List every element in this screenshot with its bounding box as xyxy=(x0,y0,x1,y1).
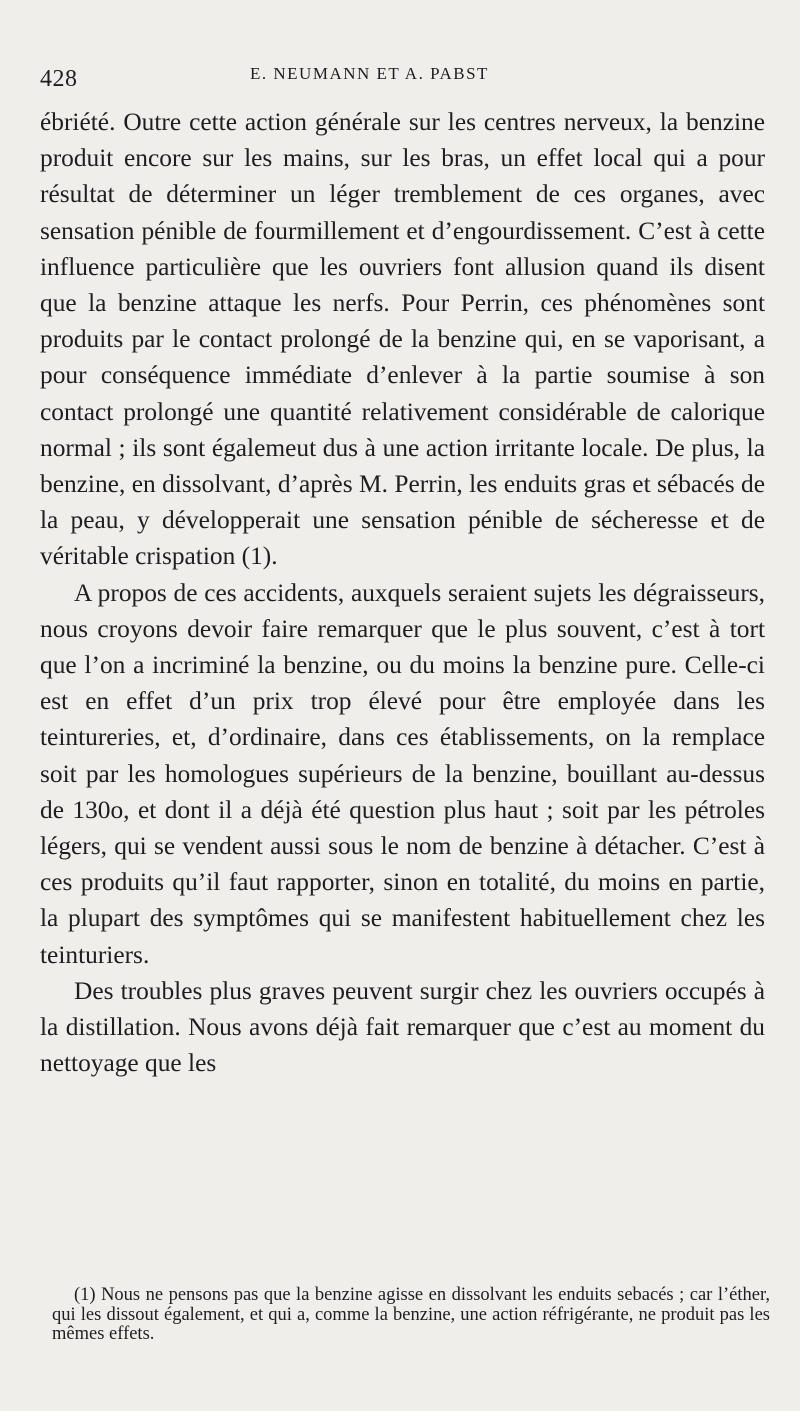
body-text xyxy=(40,104,765,1081)
footnote: (1) Nous ne pensons pas que la benzine agisse en dissolvant les enduits sebacés ; car l’éther, qui les dissout également, et qui a, comme la benzine, une action réfrigérante, ne produit pas les mêmes effets. xyxy=(52,1285,770,1344)
page-header xyxy=(40,56,760,92)
paragraph-3: Des troubles plus graves peuvent surgir chez les ouvriers occupés à la distillation. Nous avons déjà fait remarquer que c’est au moment du nettoyage que les xyxy=(40,976,765,1078)
paragraph-1: ébriété. Outre cette action générale sur les centres nerveux, la benzine produit encore sur les mains, sur les bras, un effet local qui a pour résultat de déterminer un léger tremblement de ces organes, avec sensation pénible de fourmillement et d’engourdissement. C’est à cette influence particulière que les ouvriers font allusion quand ils disent que la benzine attaque les nerfs. Pour Perrin, ces phénomènes sont produits par le contact prolongé de la benzine qui, en se vaporisant, a pour conséquence immédiate d’enlever à la partie soumise à son contact prolongé une quantité relativement considérable de calorique normal ; ils sont égalemeut dus à une action irritante locale. De plus, la benzine, en dissolvant, d’après M. Perrin, les enduits gras et sébacés de la peau, y développerait une sensation pénible de sécheresse et de véritable crispation (1). xyxy=(40,108,765,571)
page-number: 428 xyxy=(40,66,78,92)
running-head: E. NEUMANN ET A. PABST xyxy=(250,64,489,83)
paragraph-2: A propos de ces accidents, auxquels seraient sujets les dégraisseurs, nous croyons devoir faire remarquer que le plus souvent, c’est à tort que l’on a incriminé la benzine, ou du moins la benzine pure. Celle-ci est en effet d’un prix trop élevé pour être employée dans les teintureries, et, d’ordinaire, dans ces établissements, on la remplace soit par les homologues supérieurs de la benzine, bouillant au-dessus de 130o, et dont il a déjà été question plus haut ; soit par les pétroles légers, qui se vendent aussi sous le nom de benzine à détacher. C’est à ces produits qu’il faut rapporter, sinon en totalité, du moins en partie, la plupart des symptômes qui se manifestent habituellement chez les teinturiers. xyxy=(40,578,765,969)
